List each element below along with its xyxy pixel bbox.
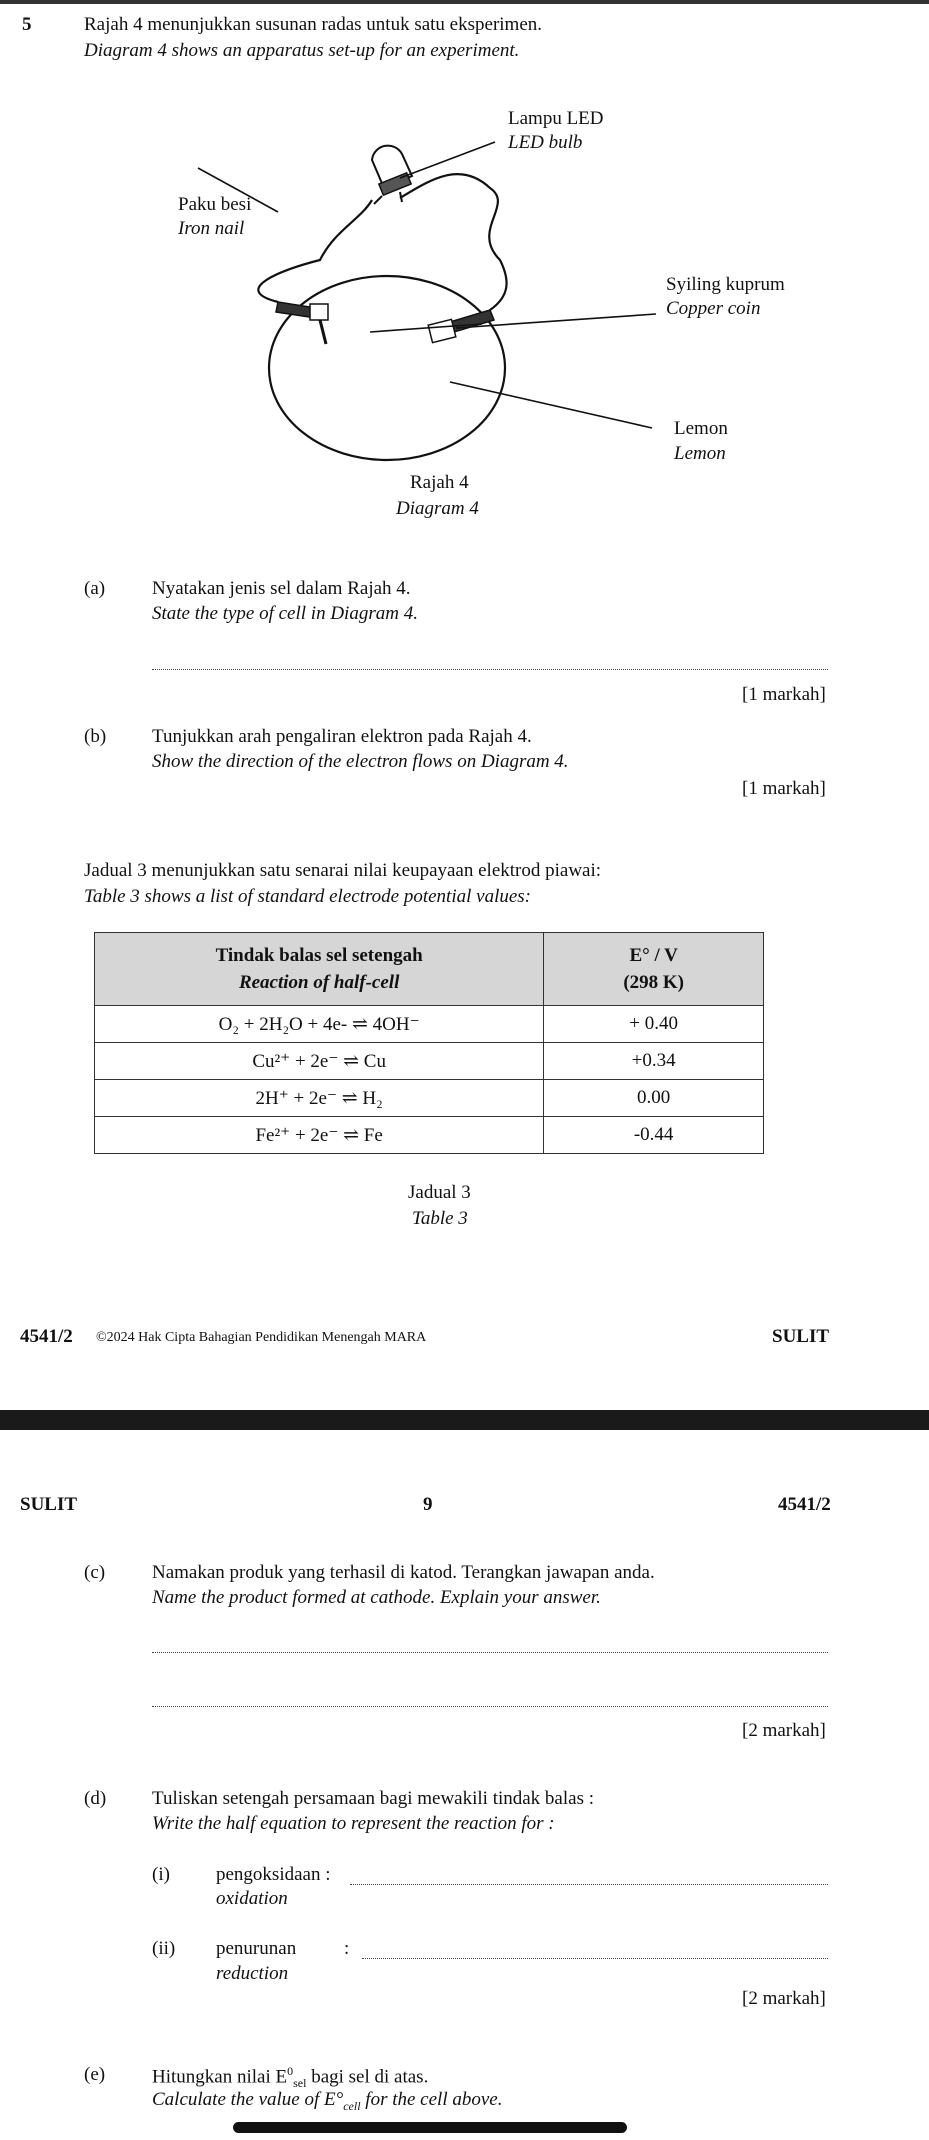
part-e-label: (e)	[84, 2064, 106, 2085]
part-d-i-label: (i)	[152, 1864, 170, 1885]
part-a-english: State the type of cell in Diagram 4.	[152, 603, 418, 624]
header-potential	[544, 933, 764, 1006]
part-d-i-english: oxidation	[216, 1888, 288, 1909]
label-led-english: LED bulb	[508, 132, 583, 153]
reaction-cell: 2H⁺ + 2e⁻ ⇌ H₂	[95, 1080, 544, 1117]
part-e-malay-suffix: bagi sel di atas.	[306, 2066, 429, 2088]
header-classification: SULIT	[20, 1494, 78, 1515]
footer-code: 4541/2	[20, 1326, 73, 1347]
table-row	[95, 1043, 764, 1080]
wire-left	[258, 200, 372, 302]
header-potential-line2: (298 K)	[623, 972, 684, 993]
part-d-malay: Tuliskan setengah persamaan bagi mewakili tindak balas :	[152, 1788, 595, 1809]
potential-cell: 0.00	[544, 1080, 764, 1117]
label-led-malay: Lampu LED	[508, 108, 604, 129]
header-page-number: 9	[423, 1494, 433, 1515]
part-e-english	[152, 2089, 502, 2114]
table-intro-english: Table 3 shows a list of standard electrode potential values:	[84, 886, 532, 907]
footer-classification: SULIT	[772, 1326, 830, 1347]
diagram-4	[160, 100, 680, 480]
potential-cell: +0.34	[544, 1043, 764, 1080]
lemon-shape	[269, 276, 505, 460]
label-coin-english: Copper coin	[666, 298, 761, 319]
reaction-cell: O₂ + 2H₂O + 4e- ⇌ 4OH⁻	[95, 1006, 544, 1043]
part-c-english: Name the product formed at cathode. Explain your answer.	[152, 1587, 601, 1608]
diagram-caption-malay: Rajah 4	[410, 472, 469, 493]
reaction-cell: Fe²⁺ + 2e⁻ ⇌ Fe	[95, 1117, 544, 1154]
label-nail-malay: Paku besi	[178, 194, 252, 215]
table-caption-malay: Jadual 3	[408, 1182, 471, 1203]
part-d-ii-malay: penurunan	[216, 1938, 297, 1959]
pointer-led	[400, 142, 495, 178]
reaction-cell: Cu²⁺ + 2e⁻ ⇌ Cu	[95, 1043, 544, 1080]
label-lemon-english: Lemon	[674, 443, 726, 464]
header-reaction-malay: Tindak balas sel setengah	[215, 945, 423, 966]
part-c-malay: Namakan produk yang terhasil di katod. Terangkan jawapan anda.	[152, 1562, 655, 1583]
header-reaction-english: Reaction of half-cell	[238, 972, 400, 993]
part-b-english: Show the direction of the electron flows on Diagram 4.	[152, 751, 569, 772]
part-e-english-sub: cell	[343, 2098, 361, 2113]
part-d-english: Write the half equation to represent the reaction for :	[152, 1813, 555, 1834]
table-row	[95, 1080, 764, 1117]
part-d-ii-colon: :	[344, 1938, 350, 1959]
part-e-malay-sup: 0	[287, 2064, 294, 2078]
header-potential-line1: E° / V	[629, 945, 678, 966]
part-c-label: (c)	[84, 1562, 106, 1583]
intro-english: Diagram 4 shows an apparatus set-up for an experiment.	[84, 40, 520, 61]
label-nail-english: Iron nail	[178, 218, 245, 239]
part-d-i-malay: pengoksidaan :	[216, 1864, 331, 1885]
part-a-label: (a)	[84, 578, 106, 599]
wire-right	[400, 174, 507, 310]
part-e-malay-prefix: Hitungkan nilai E	[152, 2066, 288, 2088]
table-3	[94, 932, 764, 1154]
table-intro-malay: Jadual 3 menunjukkan satu senarai nilai keupayaan elektrod piawai:	[84, 860, 602, 881]
potential-cell: -0.44	[544, 1117, 764, 1154]
table-caption-english: Table 3	[412, 1208, 468, 1229]
top-edge-bar	[0, 0, 929, 4]
part-e-malay	[152, 2064, 428, 2091]
part-d-marks: [2 markah]	[742, 1988, 826, 2009]
header-code: 4541/2	[778, 1494, 831, 1515]
intro-malay: Rajah 4 menunjukkan susunan radas untuk satu eksperimen.	[84, 14, 543, 35]
part-d-ii-english: reduction	[216, 1963, 289, 1984]
table-row	[95, 1006, 764, 1043]
potential-cell: + 0.40	[544, 1006, 764, 1043]
part-d-ii-answer-line[interactable]	[362, 1958, 828, 1959]
apparatus-drawing	[160, 100, 680, 480]
part-b-malay: Tunjukkan arah pengaliran elektron pada Rajah 4.	[152, 726, 532, 747]
part-c-answer-line-2[interactable]	[152, 1706, 828, 1707]
part-e-malay-sub: sel	[293, 2076, 307, 2091]
question-number: 5	[22, 14, 32, 35]
footer-copyright: ©2024 Hak Cipta Bahagian Pendidikan Menengah MARA	[96, 1330, 427, 1345]
table-row	[95, 1117, 764, 1154]
part-d-i-answer-line[interactable]	[350, 1884, 828, 1885]
header-reaction	[95, 933, 544, 1006]
part-d-label: (d)	[84, 1788, 107, 1809]
part-a-answer-line[interactable]	[152, 669, 828, 670]
part-c-marks: [2 markah]	[742, 1720, 826, 1741]
part-c-answer-line-1[interactable]	[152, 1652, 828, 1653]
label-coin-malay: Syiling kuprum	[666, 274, 785, 295]
part-e-english-prefix: Calculate the value of E°	[152, 2089, 344, 2110]
part-e-english-suffix: for the cell above.	[360, 2089, 503, 2110]
label-lemon-malay: Lemon	[674, 418, 728, 439]
diagram-caption-english: Diagram 4	[396, 498, 479, 519]
pointer-lemon	[450, 382, 652, 428]
part-d-ii-label: (ii)	[152, 1938, 176, 1959]
home-indicator[interactable]	[233, 2122, 627, 2133]
table-header-row	[95, 933, 764, 1006]
page-break-bar	[0, 1410, 929, 1430]
part-a-marks: [1 markah]	[742, 684, 826, 705]
part-b-marks: [1 markah]	[742, 778, 826, 799]
part-b-label: (b)	[84, 726, 107, 747]
part-a-malay: Nyatakan jenis sel dalam Rajah 4.	[152, 578, 411, 599]
